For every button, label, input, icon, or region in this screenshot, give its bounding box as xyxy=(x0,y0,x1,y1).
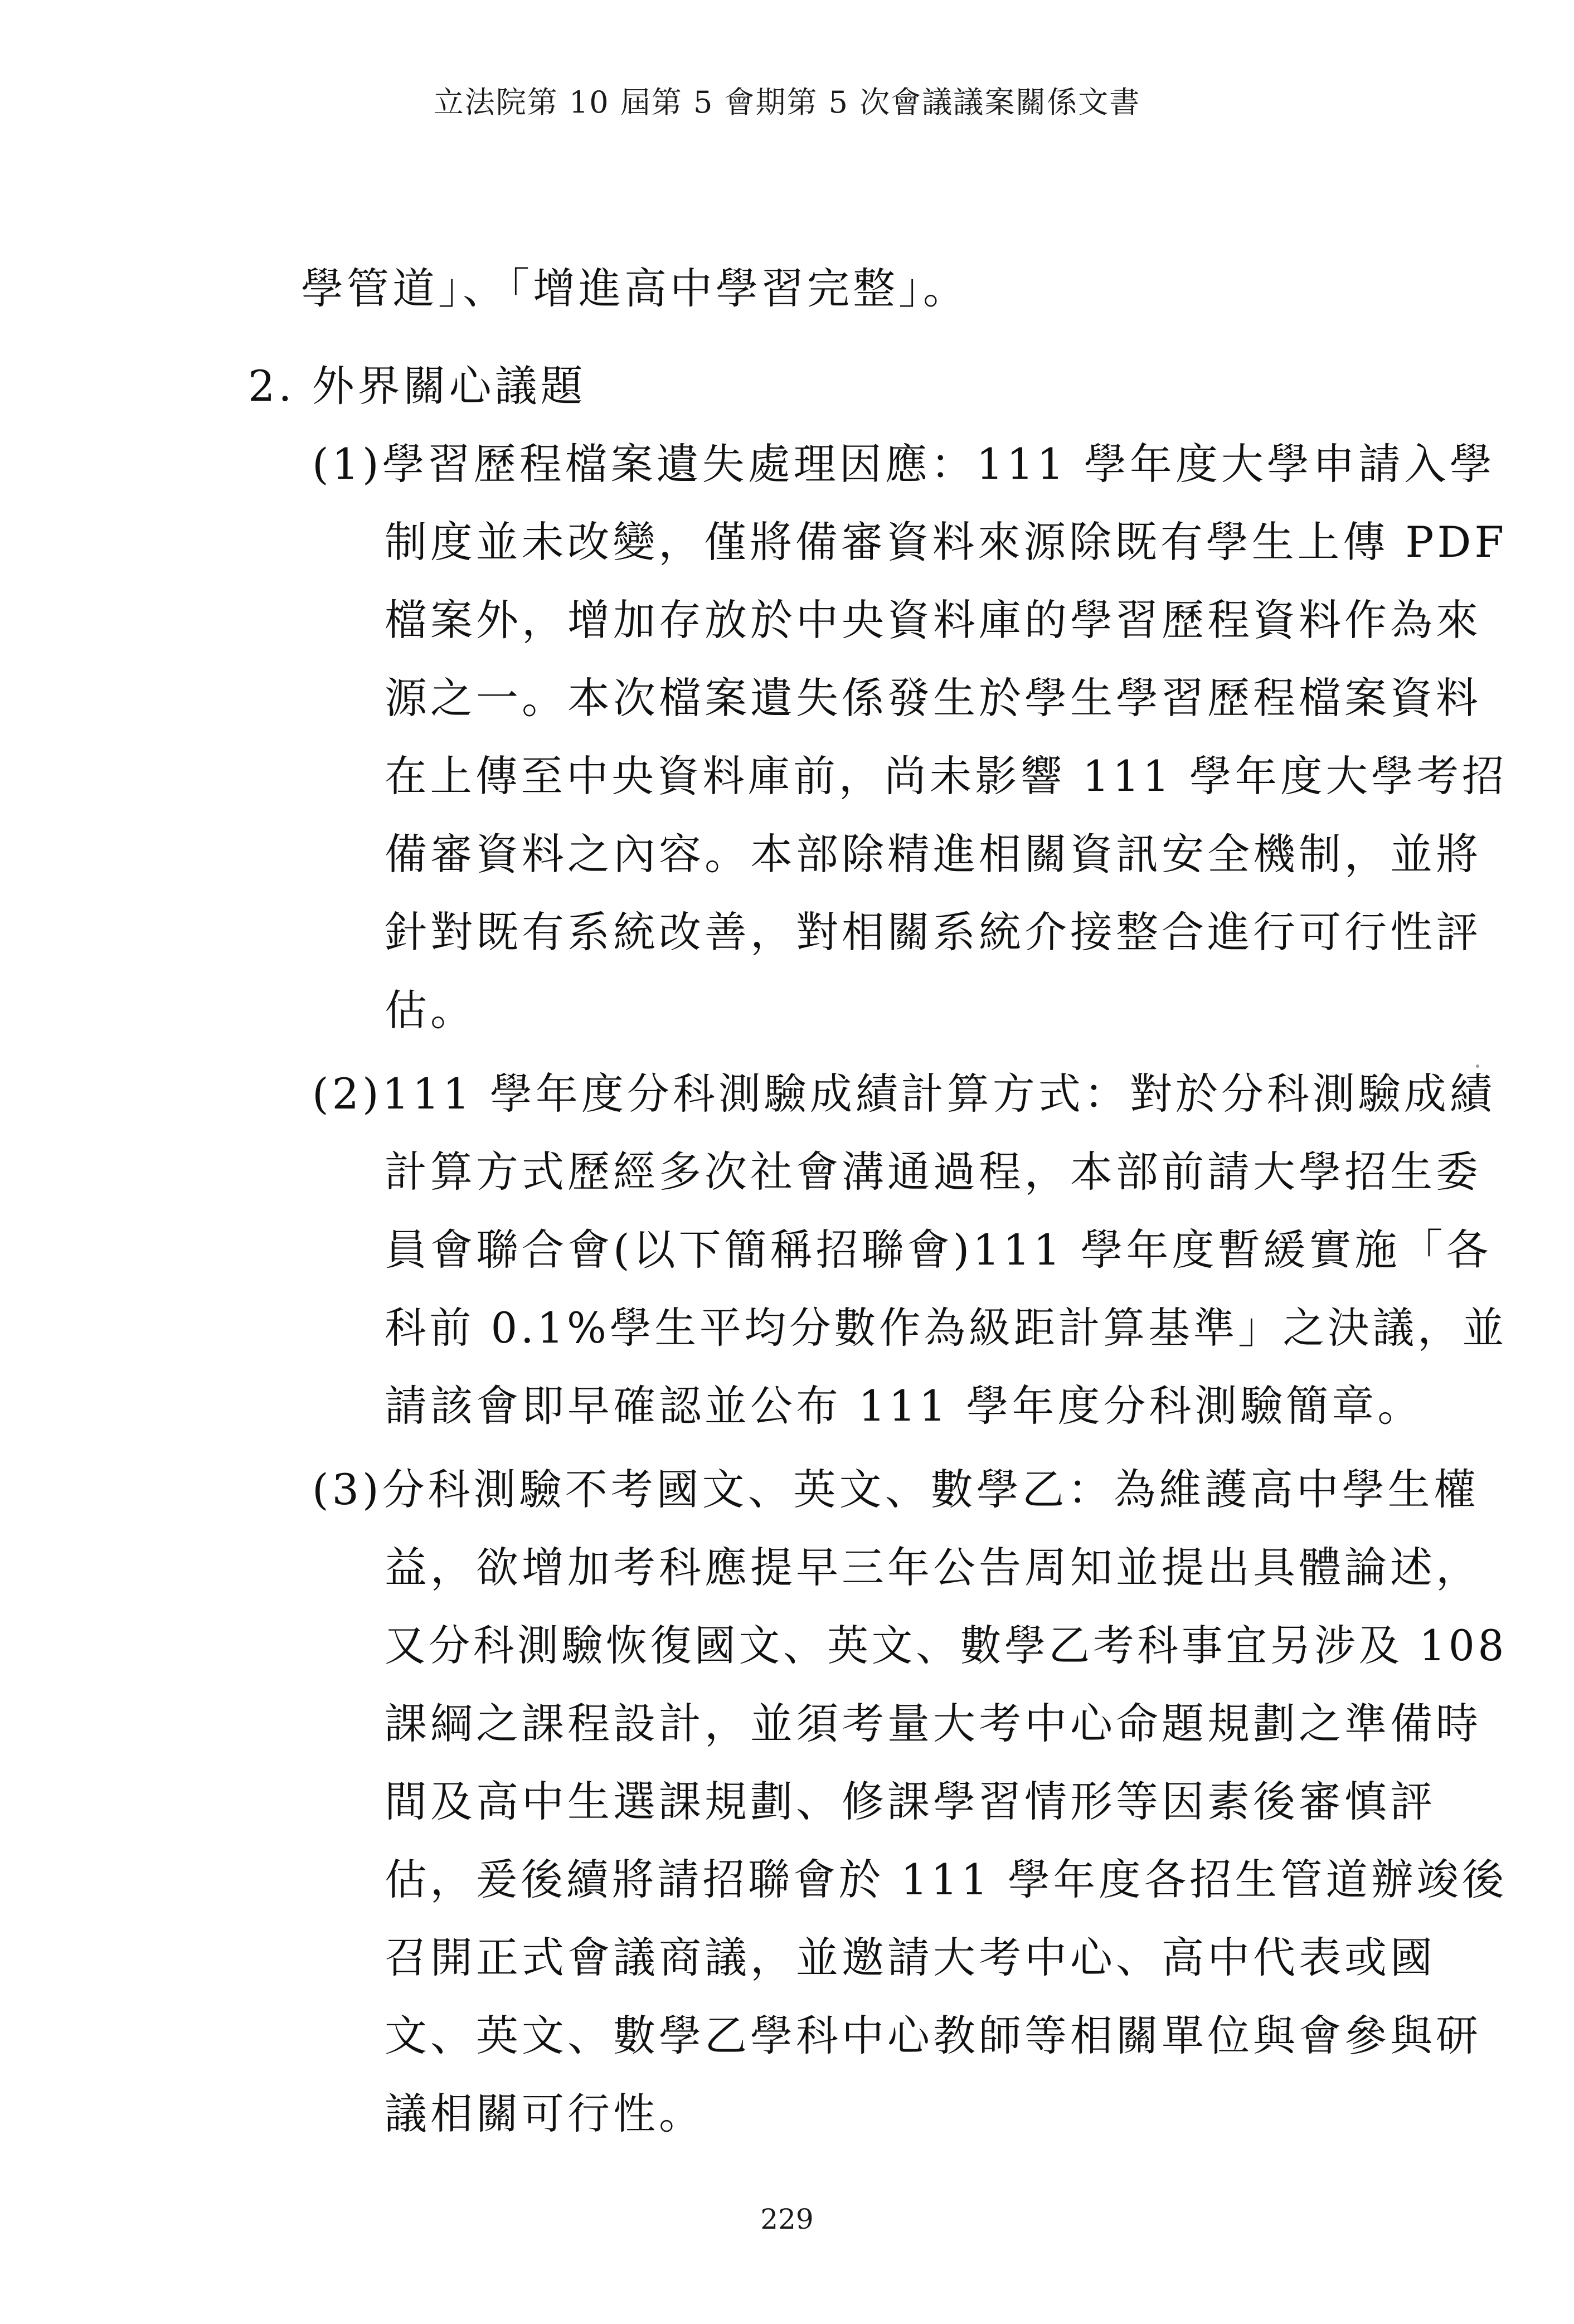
list-item-2-line: (2)111 學年度分科測驗成績計算方式：對於分科測驗成績 xyxy=(312,1069,1495,1119)
list-item-1-line: 估。 xyxy=(385,985,476,1035)
list-item-1-line: 源之一。本次檔案遺失係發生於學生學習歷程檔案資料 xyxy=(385,673,1481,723)
list-item-2-line: 計算方式歷經多次社會溝通過程，本部前請大學招生委 xyxy=(385,1147,1481,1197)
list-item-2-line: 科前 0.1%學生平均分數作為級距計算基準」之決議，並 xyxy=(385,1303,1508,1353)
list-item-1-line: 檔案外，增加存放於中央資料庫的學習歷程資料作為來 xyxy=(385,595,1481,645)
section-heading: 2. 外界關心議題 xyxy=(248,361,586,411)
list-item-1-line: 針對既有系統改善，對相關系統介接整合進行可行性評 xyxy=(385,907,1481,957)
list-item-3-line: (3)分科測驗不考國文、英文、數學乙：為維護高中學生權 xyxy=(312,1465,1479,1514)
list-item-3-line: 課綱之課程設計，並須考量大考中心命題規劃之準備時 xyxy=(385,1699,1481,1748)
list-item-3-line: 益，欲增加考科應提早三年公告周知並提出具體論述， xyxy=(385,1543,1481,1592)
list-item-1-line: 備審資料之內容。本部除精進相關資訊安全機制，並將 xyxy=(385,829,1481,879)
list-item-3-line: 議相關可行性。 xyxy=(385,2089,705,2138)
scan-speck xyxy=(1476,1064,1479,1068)
list-item-1-line: 制度並未改變，僅將備審資料來源除既有學生上傳 PDF xyxy=(385,517,1507,567)
list-item-2-line: 請該會即早確認並公布 111 學年度分科測驗簡章。 xyxy=(385,1381,1424,1431)
list-item-3-line: 又分科測驗恢復國文、英文、數學乙考科事宜另涉及 108 xyxy=(385,1621,1508,1670)
list-item-3-line: 間及高中生選課規劃、修課學習情形等因素後審慎評 xyxy=(385,1777,1436,1826)
list-item-3-line: 召開正式會議商議，並邀請大考中心、高中代表或國 xyxy=(385,1933,1436,1982)
list-item-2-line: 員會聯合會(以下簡稱招聯會)111 學年度暫緩實施「各 xyxy=(385,1225,1492,1275)
list-item-3-line: 文、英文、數學乙學科中心教師等相關單位與會參與研 xyxy=(385,2011,1481,2060)
text-line: 學管道」、「增進高中學習完整」。 xyxy=(301,264,969,313)
list-item-3-line: 估，爰後續將請招聯會於 111 學年度各招生管道辦竣後 xyxy=(385,1855,1508,1904)
page-number: 229 xyxy=(760,2203,814,2235)
list-item-1-line: 在上傳至中央資料庫前，尚未影響 111 學年度大學考招 xyxy=(385,751,1508,801)
document-header: 立法院第 10 屆第 5 會期第 5 次會議議案關係文書 xyxy=(433,85,1141,120)
list-item-1-line: (1)學習歷程檔案遺失處理因應：111 學年度大學申請入學 xyxy=(312,439,1495,489)
